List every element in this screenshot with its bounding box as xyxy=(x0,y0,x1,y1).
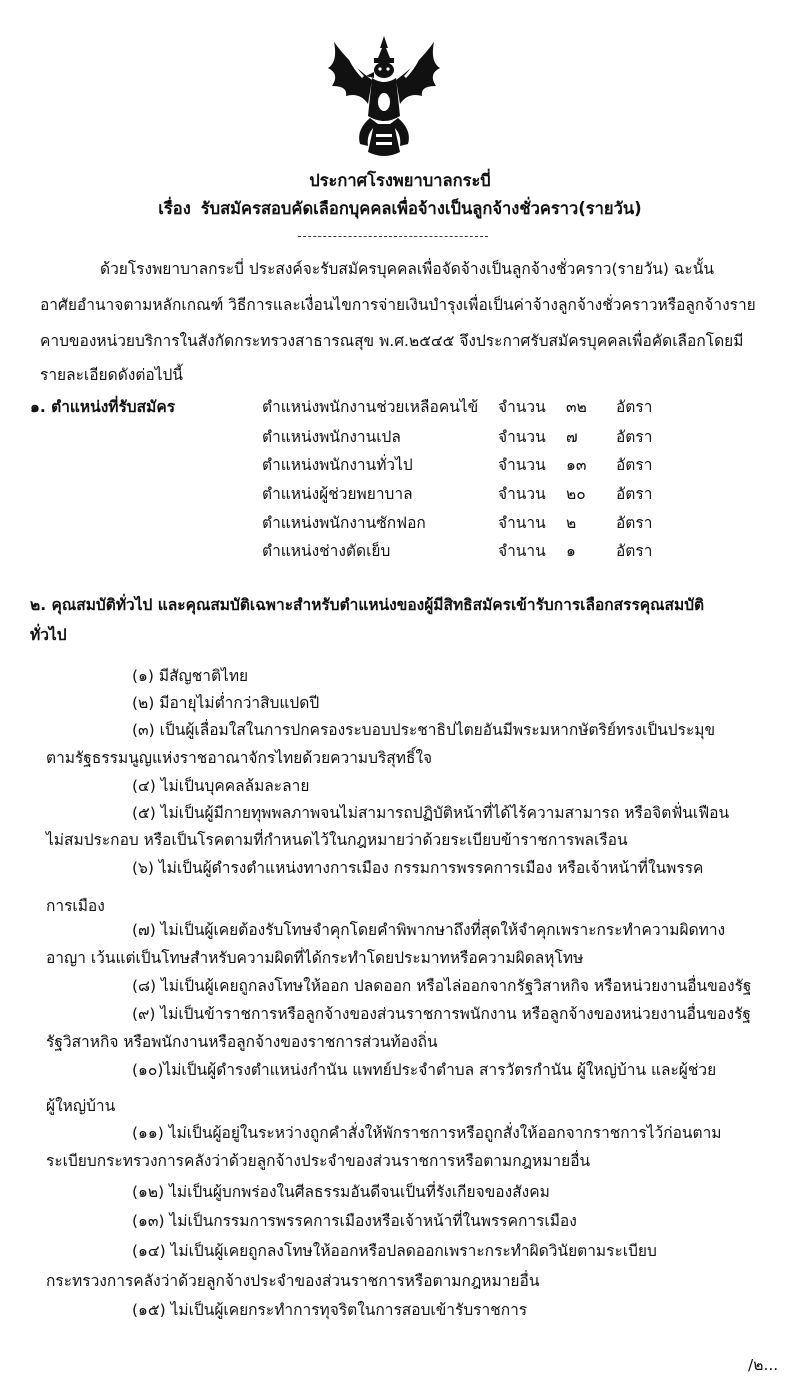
position-row xyxy=(262,538,653,563)
announcement-subject xyxy=(0,196,800,222)
position-unit: อัตรา xyxy=(616,456,653,474)
position-unit: อัตรา xyxy=(616,428,653,446)
position-unit: อัตรา xyxy=(616,542,653,560)
position-count: ๒๐ xyxy=(566,485,586,503)
qualification-item: (๔) ไม่เป็นบุคคลล้มละลาย xyxy=(132,777,310,795)
qualification-item: (๑๒) ไม่เป็นผู้บกพร่องในศีลธรรมอันดีจนเป็นที่รังเกียจของสังคม xyxy=(132,1183,550,1201)
position-name: ตำแหน่งพนักงานช่วยเหลือคนไข้ xyxy=(262,398,479,416)
qualification-item: (๕) ไม่เป็นผู้มีกายทุพพลภาพจนไม่สามารถปฏิบัติหน้าที่ได้ไร้ความสามารถ หรือจิตฟั่นเฟือน xyxy=(132,804,730,822)
position-count: ๒ xyxy=(566,514,577,532)
subject-text: รับสมัครสอบคัดเลือกบุคคลเพื่อจ้างเป็นลูกจ้างชั่วคราว(รายวัน) xyxy=(200,199,642,218)
qualification-item-cont: ผู้ใหญ่บ้าน xyxy=(46,1097,116,1115)
position-name: ตำแหน่งช่างตัดเย็บ xyxy=(262,542,391,560)
position-name: ตำแหน่งพนักงานซักฟอก xyxy=(262,514,426,532)
position-count: ๗ xyxy=(566,428,578,446)
position-amount-label: จำนวน xyxy=(498,485,546,503)
qualification-item: (๑๑) ไม่เป็นผู้อยู่ในระหว่างถูกคำสั่งให้พักราชการหรือถูกสั่งให้ออกจากราชการไว้ก่อนตาม xyxy=(132,1124,722,1142)
position-unit: อัตรา xyxy=(616,514,653,532)
title-divider xyxy=(298,236,488,237)
position-count: ๑๓ xyxy=(566,456,587,474)
position-amount-label: จำนวน xyxy=(498,456,546,474)
qualification-item: (๙) ไม่เป็นข้าราชการหรือลูกจ้างของส่วนราชการพนักงาน หรือลูกจ้างของหน่วยงานอื่นของรัฐ xyxy=(132,1005,751,1023)
qualification-item-cont: ระเบียบกระทรวงการคลังว่าด้วยลูกจ้างประจำของส่วนราชการหรือตามกฎหมายอื่น xyxy=(46,1152,591,1170)
qualification-item: (๗) ไม่เป็นผู้เคยต้องรับโทษจำคุกโดยคำพิพากษาถึงที่สุดให้จำคุกเพราะกระทำความผิดทาง xyxy=(132,921,726,939)
qualification-item: (๘) ไม่เป็นผู้เคยถูกลงโทษให้ออก ปลดออก หรือไล่ออกจากรัฐวิสาหกิจ หรือหน่วยงานอื่นของรัฐ xyxy=(132,977,752,995)
position-amount-label: จำนวน xyxy=(498,428,546,446)
qualification-item: (๓) เป็นผู้เลื่อมใสในการปกครองระบอบประชาธิปไตยอันมีพระมหากษัตริย์ทรงเป็นประมุข xyxy=(132,721,716,739)
qualification-item-cont: ไม่สมประกอบ หรือเป็นโรคตามที่กำหนดไว้ในกฎหมายว่าด้วยระเบียบข้าราชการพลเรือน xyxy=(46,831,628,849)
qualification-item: (๑๓) ไม่เป็นกรรมการพรรคการเมืองหรือเจ้าหน้าที่ในพรรคการเมือง xyxy=(132,1212,577,1230)
qualification-item: (๑๐)ไม่เป็นผู้ดำรงตำแหน่งกำนัน แพทย์ประจำตำบล สารวัตรกำนัน ผู้ใหญ่บ้าน และผู้ช่วย xyxy=(132,1061,717,1079)
qualification-item: (๑๔) ไม่เป็นผู้เคยถูกลงโทษให้ออกหรือปลดออกเพราะกระทำผิดวินัยตามระเบียบ xyxy=(132,1242,657,1260)
position-amount-label: จำนาน xyxy=(498,542,546,560)
position-unit: อัตรา xyxy=(616,485,653,503)
qualification-item: (๑๕) ไม่เป็นผู้เคยกระทำการทุจริตในการสอบเข้ารับราชการ xyxy=(132,1301,528,1319)
qualification-item-cont: กระทรวงการคลังว่าด้วยลูกจ้างประจำของส่วนราชการหรือตามกฎหมายอื่น xyxy=(46,1272,540,1290)
position-amount-label: จำนาน xyxy=(498,514,546,532)
position-row xyxy=(262,452,653,477)
intro-line: รายละเอียดดังต่อไปนี้ xyxy=(40,366,183,384)
position-row xyxy=(262,394,653,419)
position-name: ตำแหน่งพนักงานทั่วไป xyxy=(262,456,413,474)
position-amount-label: จำนวน xyxy=(498,398,546,416)
position-name: ตำแหน่งพนักงานเปล xyxy=(262,428,401,446)
qualification-item: (๒) มีอายุไม่ต่ำกว่าสิบแปดปี xyxy=(132,694,320,712)
garuda-emblem-icon xyxy=(320,34,448,162)
position-count: ๑ xyxy=(566,542,576,560)
qualification-item-cont: รัฐวิสาหกิจ หรือพนักงานหรือลูกจ้างของราชการส่วนท้องถิ่น xyxy=(46,1033,438,1051)
subject-label: เรื่อง xyxy=(158,199,191,218)
qualification-item-cont: ตามรัฐธรรมนูญแห่งราชอาณาจักรไทยด้วยความบริสุทธิ์ใจ xyxy=(46,749,433,767)
announcement-title: ประกาศโรงพยาบาลกระบี่ xyxy=(309,171,491,190)
position-count: ๓๒ xyxy=(566,398,587,416)
next-page-marker: /๒... xyxy=(748,1356,779,1374)
intro-line: ด้วยโรงพยาบาลกระบี่ ประสงค์จะรับสมัครบุคคลเพื่อจัดจ้างเป็นลูกจ้างชั่วคราว(รายวัน) ฉะนั้น xyxy=(100,260,714,278)
section1-heading: ๑. ตำแหน่งที่รับสมัคร xyxy=(30,398,176,416)
intro-line: คาบของหน่วยบริการในสังกัดกระทรวงสาธารณสุข พ.ศ.๒๕๔๕ จึงประกาศรับสมัครบุคคลเพื่อคัดเลือกโดยมี xyxy=(40,332,744,350)
section2-heading-cont: ทั่วไป xyxy=(30,626,67,644)
qualification-item-cont: อาญา เว้นแต่เป็นโทษสำหรับความผิดที่ได้กระทำโดยประมาทหรือความผิดลหุโทษ xyxy=(46,949,584,967)
qualification-item-cont: การเมือง xyxy=(46,897,105,915)
position-row xyxy=(262,510,653,535)
position-row xyxy=(262,481,653,506)
qualification-item: (๖) ไม่เป็นผู้ดำรงตำแหน่งทางการเมือง กรรมการพรรคการเมือง หรือเจ้าหน้าที่ในพรรค xyxy=(132,859,704,877)
qualification-item: (๑) มีสัญชาติไทย xyxy=(132,667,249,685)
position-name: ตำแหน่งผู้ช่วยพยาบาล xyxy=(262,485,413,503)
section2-heading: ๒. คุณสมบัติทั่วไป และคุณสมบัติเฉพาะสำหรับตำแหน่งของผู้มีสิทธิสมัครเข้ารับการเลือกสรรคุณสมบัติ xyxy=(30,596,705,614)
position-unit: อัตรา xyxy=(616,398,653,416)
position-row xyxy=(262,424,653,449)
intro-line: อาศัยอำนาจตามหลักเกณฑ์ วิธีการและเงื่อนไขการจ่ายเงินบำรุงเพื่อเป็นค่าจ้างลูกจ้างชั่วคราวหรือลูกจ้างราย xyxy=(40,296,756,314)
